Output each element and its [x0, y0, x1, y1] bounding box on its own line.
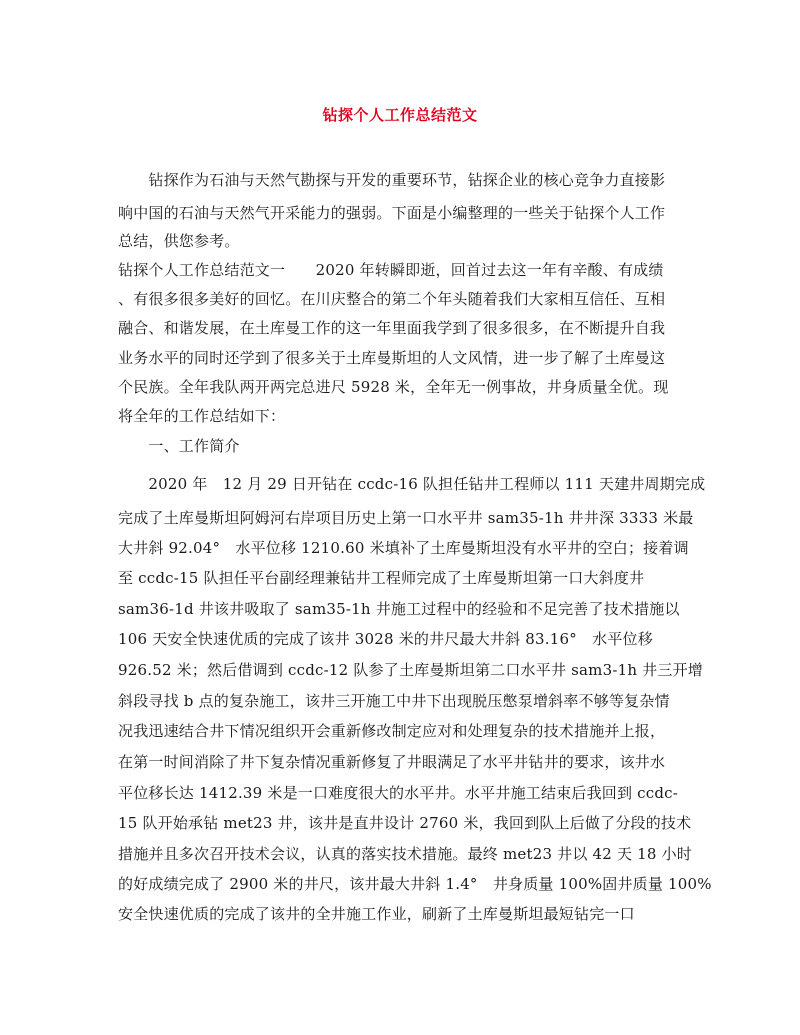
paragraph-line: 、有很多很多美好的回忆。在川庆整合的第二个年头随着我们大家相互信任、互相 — [118, 290, 666, 308]
paragraph-line: 完成了土库曼斯坦阿姆河右岸项目历史上第一口水平井 sam35-1h 井井深 3333 米最 — [118, 509, 694, 527]
paragraph-line: 的好成绩完成了 2900 米的井尺，该井最大井斜 1.4° 井身质量 100%固井质量 100% — [118, 875, 712, 893]
paragraph-line: 平位移长达 1412.39 米是一口难度很大的水平井。水平井施工结束后我回到 ccdc- — [118, 784, 679, 802]
paragraph-line: 安全快速优质的完成了该井的全井施工作业，刷新了土库曼斯坦最短钻完一口 — [118, 905, 635, 923]
paragraph-line: 在第一时间消除了井下复杂情况重新修复了井眼满足了水平井钻井的要求，该井水 — [118, 753, 666, 771]
paragraph-line: sam36-1d 井该井吸取了 sam35-1h 井施工过程中的经验和不足完善了技术措施以 — [118, 600, 680, 618]
paragraph-line: 斜段寻找 b 点的复杂施工，该井三开施工中井下出现脱压憋泵增斜率不够等复杂情 — [118, 692, 670, 710]
paragraph-line: 措施并且多次召开技术会议，认真的落实技术措施。最终 met23 井以 42 天 18 小时 — [118, 845, 693, 863]
paragraph-line: 个民族。全年我队两开两完总进尺 5928 米，全年无一例事故，井身质量全优。现 — [118, 378, 669, 396]
paragraph-line: 况我迅速结合井下情况组织开会重新修改制定应对和处理复杂的技术措施并上报， — [118, 722, 666, 740]
paragraph-line: 15 队开始承钻 met23 井，该井是直井设计 2760 米，我回到队上后做了分段的技术 — [118, 814, 692, 832]
paragraph-line: 业务水平的同时还学到了很多关于土库曼斯坦的人文风情，进一步了解了土库曼这 — [118, 349, 666, 367]
paragraph-line: 总结，供您参考。 — [118, 232, 240, 250]
document-title: 钻探个人工作总结范文 — [322, 106, 478, 124]
paragraph-line: 将全年的工作总结如下： — [118, 407, 286, 425]
paragraph-line: 106 天安全快速优质的完成了该井 3028 米的井尺最大井斜 83.16° 水平位移 — [118, 630, 653, 648]
section-heading: 一、工作简介 — [118, 437, 240, 455]
paragraph-line: 响中国的石油与天然气开采能力的强弱。下面是小编整理的一些关于钻探个人工作 — [118, 204, 666, 222]
paragraph-line: 至 ccdc-15 队担任平台副经理兼钻井工程师完成了土库曼斯坦第一口大斜度井 — [118, 569, 645, 587]
paragraph-line: 2020 年 12 月 29 日开钻在 ccdc-16 队担任钻井工程师以 111 天建井周期完成 — [118, 475, 706, 493]
paragraph-line: 钻探作为石油与天然气勘探与开发的重要环节，钻探企业的核心竞争力直接影 — [118, 171, 666, 189]
paragraph-line: 融合、和谐发展，在土库曼工作的这一年里面我学到了很多很多，在不断提升自我 — [118, 319, 666, 337]
paragraph-line: 大井斜 92.04° 水平位移 1210.60 米填补了土库曼斯坦没有水平井的空白；接着调 — [118, 539, 689, 557]
paragraph-line: 926.52 米；然后借调到 ccdc-12 队参了土库曼斯坦第二口水平井 sam3-1h 井三开增 — [118, 661, 703, 679]
paragraph-line: 钻探个人工作总结范文一 2020 年转瞬即逝，回首过去这一年有辛酸、有成绩 — [118, 261, 664, 279]
